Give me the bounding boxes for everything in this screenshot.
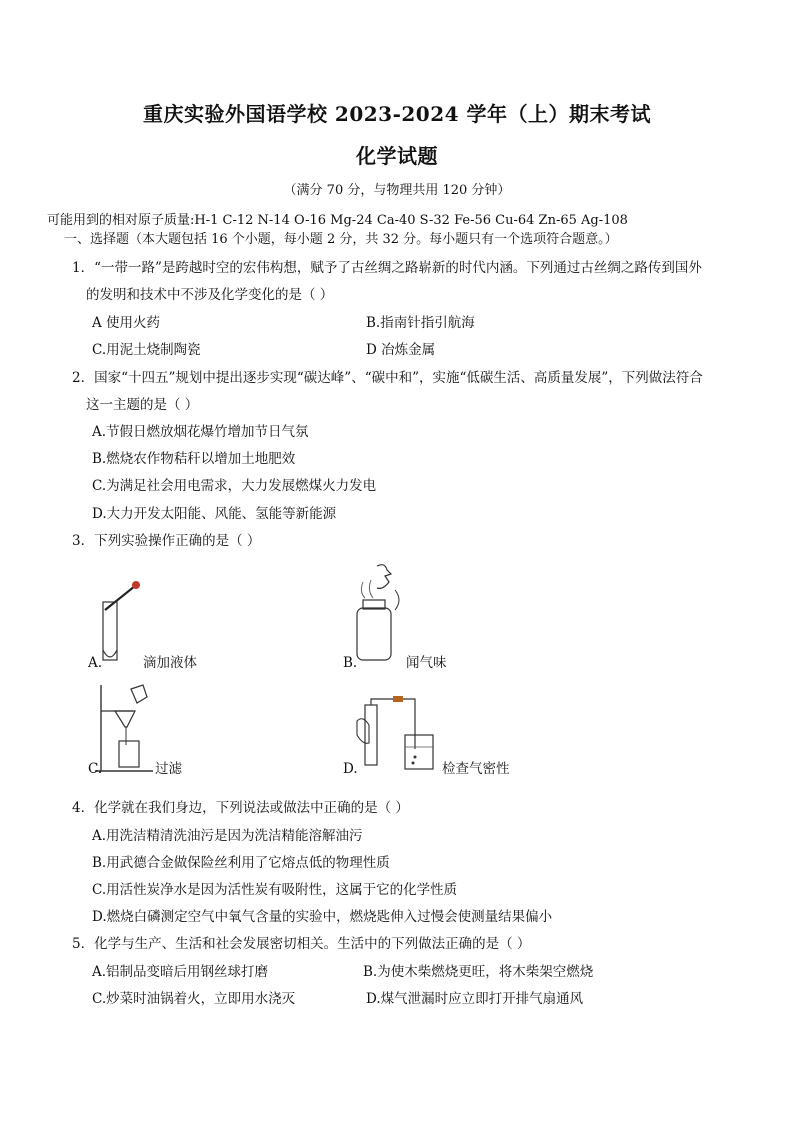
q2-option-b[interactable]: B.燃烧农作物秸秆以增加土地肥效 <box>92 451 296 467</box>
question-1-stem: 1．“一带一路”是跨越时空的宏伟构想，赋予了古丝绸之路崭新的时代内涵。下列通过古丝绸之路传到国外 <box>72 260 702 276</box>
q3-option-d-caption: 检查气密性 <box>442 761 510 777</box>
exam-note: （满分 70 分，与物理共用 120 分钟） <box>283 183 511 198</box>
q3-option-b-letter[interactable]: B. <box>343 655 358 671</box>
question-2-stem-cont: 这一主题的是（ ） <box>86 397 199 413</box>
q3-option-a-caption: 滴加液体 <box>143 655 197 671</box>
q1-option-d[interactable]: D 冶炼金属 <box>366 342 436 358</box>
q3-option-c-letter[interactable]: C. <box>88 761 103 777</box>
airtightness-check-figure <box>355 695 445 775</box>
question-3-stem: 3．下列实验操作正确的是（ ） <box>72 533 261 549</box>
q1-option-c[interactable]: C.用泥土烧制陶瓷 <box>92 342 201 358</box>
q5-option-d[interactable]: D.煤气泄漏时应立即打开排气扇通风 <box>366 991 584 1007</box>
q3-option-d-letter[interactable]: D. <box>343 761 358 777</box>
q3-option-b-caption: 闻气味 <box>406 655 447 671</box>
smelling-gas-figure <box>355 560 415 665</box>
q4-option-a[interactable]: A.用洗洁精清洗油污是因为洗洁精能溶解油污 <box>92 828 363 844</box>
q2-option-a[interactable]: A.节假日燃放烟花爆竹增加节日气氛 <box>92 424 309 440</box>
section-heading: 一、选择题（本大题包括 16 个小题，每小题 2 分，共 32 分。每小题只有一个选项符合题意。） <box>64 232 618 247</box>
question-1-stem-cont: 的发明和技术中不涉及化学变化的是（ ） <box>86 287 334 303</box>
q3-option-a-letter[interactable]: A. <box>88 655 103 671</box>
q5-option-b[interactable]: B.为使木柴燃烧更旺，将木柴架空燃烧 <box>363 964 594 980</box>
atomic-masses: 可能用到的相对原子质量:H-1 C-12 N-14 O-16 Mg-24 Ca-40 S-32 Fe-56 Cu-64 Zn-65 Ag-108 <box>47 213 628 228</box>
q4-option-b[interactable]: B.用武德合金做保险丝利用了它熔点低的物理性质 <box>92 855 390 871</box>
question-2-stem: 2．国家“十四五”规划中提出逐步实现“碳达峰”、“碳中和”，实施“低碳生活、高质量发展”，下列做法符合 <box>72 370 703 386</box>
page-subtitle: 化学试题 <box>356 144 438 168</box>
question-4-stem: 4．化学就在我们身边，下列说法或做法中正确的是（ ） <box>72 800 409 816</box>
q5-option-c[interactable]: C.炒菜时油锅着火，立即用水浇灭 <box>92 991 296 1007</box>
q5-option-a[interactable]: A.铝制品变暗后用钢丝球打磨 <box>92 964 269 980</box>
q2-option-c[interactable]: C.为满足社会用电需求，大力发展燃煤火力发电 <box>92 478 377 494</box>
q1-option-a[interactable]: A 使用火药 <box>92 315 161 331</box>
q4-option-d[interactable]: D.燃烧白磷测定空气中氧气含量的实验中，燃烧匙伸入过慢会使测量结果偏小 <box>92 909 553 925</box>
q1-option-b[interactable]: B.指南针指引航海 <box>366 315 475 331</box>
dropper-test-tube-figure <box>95 580 145 670</box>
question-5-stem: 5．化学与生产、生活和社会发展密切相关。生活中的下列做法正确的是（ ） <box>72 936 531 952</box>
page-title: 重庆实验外国语学校 2023-2024 学年（上）期末考试 <box>142 102 652 126</box>
q4-option-c[interactable]: C.用活性炭净水是因为活性炭有吸附性，这属于它的化学性质 <box>92 882 458 898</box>
q2-option-d[interactable]: D.大力开发太阳能、风能、氢能等新能源 <box>92 506 337 522</box>
filtration-figure <box>95 683 155 775</box>
q3-option-c-caption: 过滤 <box>155 761 182 777</box>
